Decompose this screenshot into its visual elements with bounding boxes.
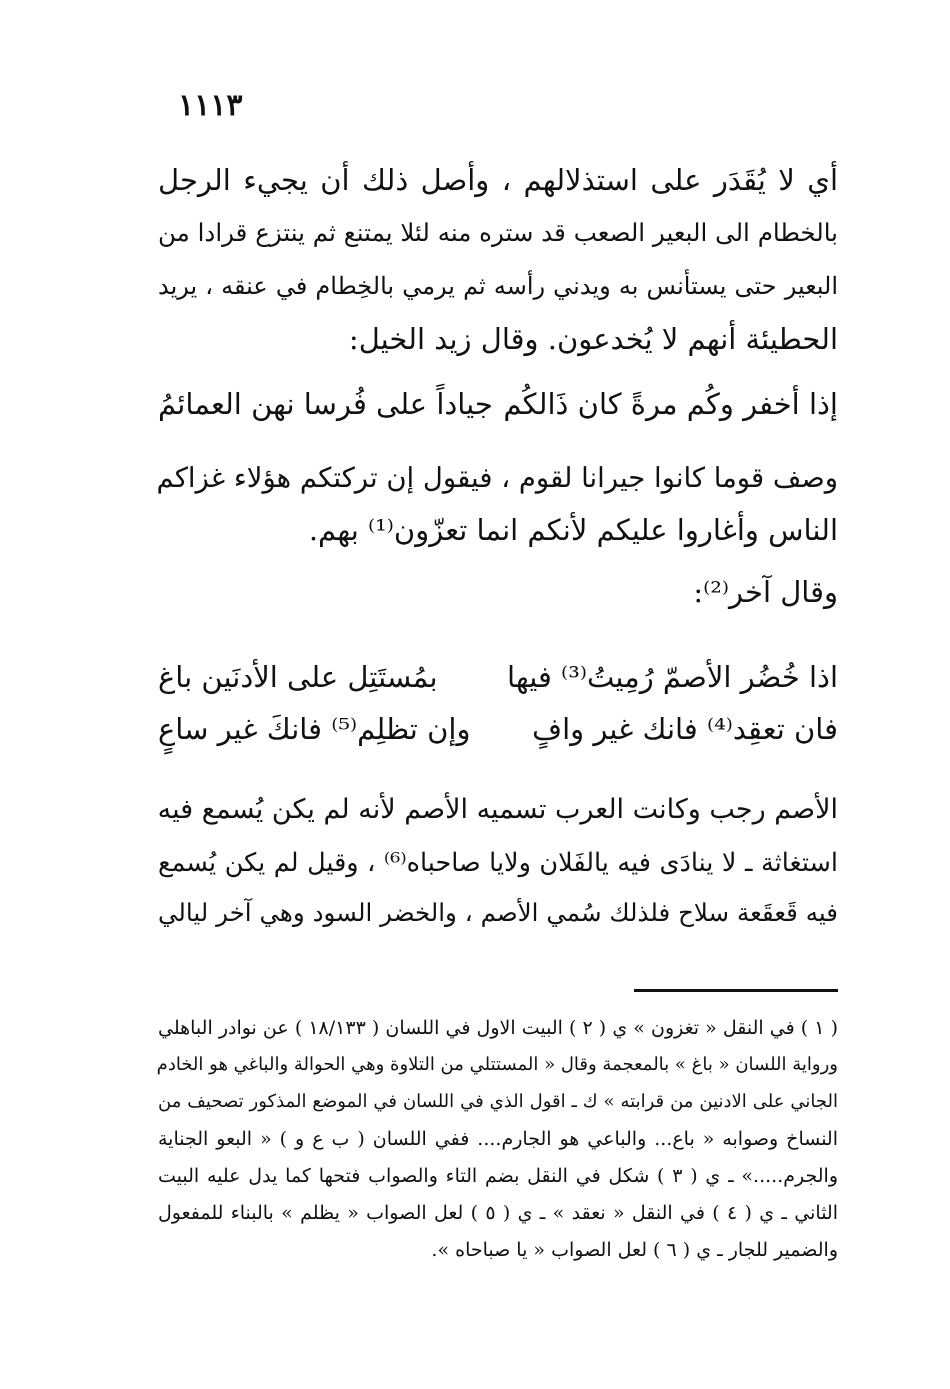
body-line: بالخطام الى البعير الصعب قد ستره منه لئلا يمتنع ثم ينتزع قرادا من [158, 218, 838, 247]
body-line: الأصم رجب وكانت العرب تسميه الأصم لأنه لم يكن يُسمع فيه [157, 794, 838, 825]
footnote-line: ( ١ ) في النقل « تغزون » ي ( ٢ ) البيت الاول في اللسان ( ١٨/١٣٣ ) عن نوادر الباهلي [158, 1017, 839, 1039]
verse-hemistich-second: وإن تظلِم⁽⁵⁾ فانكَ غير ساعٍ [158, 712, 471, 746]
verse-line [158, 657, 838, 697]
footnote-line: ورواية اللسان « باغ » بالمعجمة وقال « المستتلي من التلاوة وهي الحوالة والباغي هو الخادم [156, 1054, 838, 1075]
verse-line [158, 709, 838, 749]
body-line: فيه قَعقَعة سلاح فلذلك سُمي الأصم ، والخضر السود وهي آخر ليالي [158, 898, 838, 927]
footnote-line: الثاني ـ ي ( ٤ ) في النقل « نعقد » ـ ي ( ٥ ) لعل الصواب « يظلم » بالبناء للمفعول [158, 1202, 838, 1224]
verse-hemistich-first: فان تعقِد⁽⁴⁾ فانك غير وافٍ [532, 712, 838, 746]
body-line: استغاثة ـ لا ينادَى فيه يالفَلان ولايا صاحباه⁽⁶⁾ ، وقيل لم يكن يُسمع [158, 848, 838, 878]
page-number: ١١١٣ [178, 88, 243, 123]
verse-hemistich-second: بمُستَتِل على الأدنَين باغ [158, 660, 438, 694]
verse-line [158, 384, 838, 424]
verse-intro: وقال آخر⁽²⁾: [693, 575, 838, 609]
footnote-line: والجرم.....» ـ ي ( ٣ ) شكل في النقل بضم التاء والصواب فتحها كما يدل عليه البيت [158, 1165, 838, 1187]
footnote-line: النساخ وصوابه « باع... والباعي هو الجارم.... ففي اللسان ( ب ع و ) « البعو الجناية [158, 1128, 838, 1150]
body-line: أي لا يُقَدَر على استذلالهم ، وأصل ذلك أن يجيء الرجل [158, 163, 838, 197]
body-line: وصف قوما كانوا جيرانا لقوم ، فيقول إن تركتكم هؤلاء غزاكم [156, 462, 838, 494]
body-line: الناس وأغاروا عليكم لأنكم انما تعزّون⁽¹⁾ بهم. [308, 513, 838, 547]
verse-hemistich-first: إذا أخفر وكُم مرةً كان ذَالكُم [503, 387, 838, 421]
footnote-line: والضمير للجار ـ ي ( ٦ ) لعل الصواب « يا صباحاه ». [431, 1239, 838, 1261]
body-line: البعير حتى يستأنس به ويدني رأسه ثم يرمي بالخِطام في عنقه ، يريد [158, 272, 838, 300]
verse-hemistich-first: اذا خُضُر الأصمّ رُمِيتُ⁽³⁾ فيها [507, 660, 838, 694]
verse-hemistich-second: جياداً على فُرسا نهن العمائمُ [158, 387, 493, 421]
footnote-separator [634, 989, 838, 992]
body-line: الحطيئة أنهم لا يُخدعون. وقال زيد الخيل: [348, 322, 838, 356]
footnote-line: الجاني على الادنين من قرابته » ك ـ اقول الذي في اللسان في الموضع المذكور تصحيف من [158, 1091, 838, 1112]
